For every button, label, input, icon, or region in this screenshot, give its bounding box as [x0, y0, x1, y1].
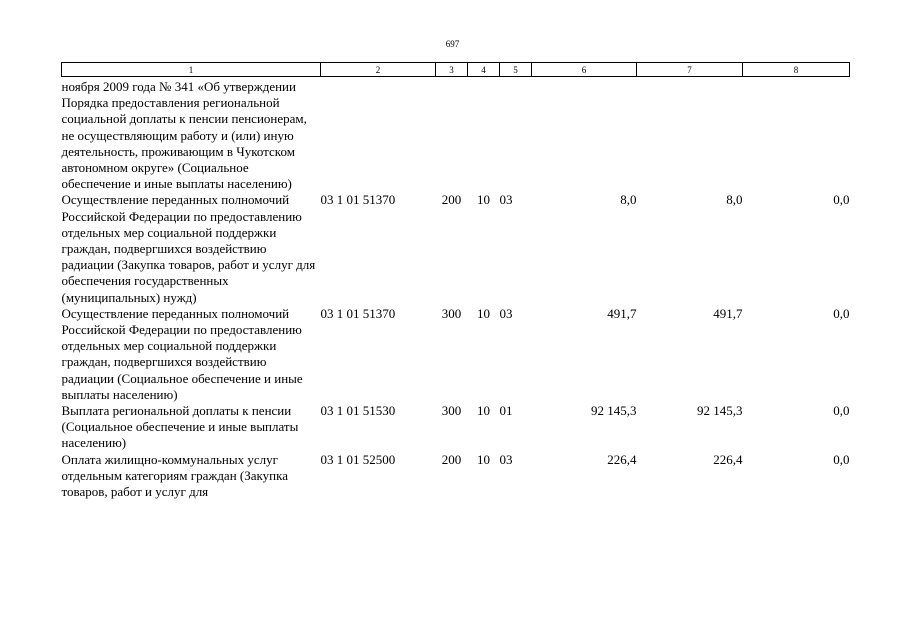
row-col4: 10 [477, 305, 490, 321]
row-col3: 200 [441, 192, 462, 208]
table-row [62, 403, 850, 452]
row-name: Осуществление переданных полномочий Российской Федерации по предоставлению отдельных мер социальной поддержки граждан, подвергшихся воздействию радиации (Закупка товаров, работ и услуг для обеспечения государственных (муниципальных) нужд) [61, 192, 316, 305]
table-row [62, 452, 850, 501]
header-cell-1: 1 [62, 63, 321, 77]
row-col3: 300 [441, 305, 462, 321]
row-col4: 10 [477, 451, 490, 467]
row-value-7: 226,4 [713, 451, 743, 467]
row-value-6: 226,4 [607, 451, 637, 467]
header-cell-5: 5 [500, 63, 532, 77]
header-cell-8: 8 [743, 63, 850, 77]
row-col3 [436, 77, 468, 193]
row-col3: 200 [441, 451, 462, 467]
row-value-6: 491,7 [607, 305, 637, 321]
row-col5 [500, 77, 532, 193]
row-code: 03 1 01 52500 [320, 451, 396, 467]
row-name: Осуществление переданных полномочий Российской Федерации по предоставлению отдельных мер социальной поддержки граждан, подвергшихся воздействию радиации (Социальное обеспечение и иные выплаты населению) [61, 305, 303, 402]
row-code [321, 77, 436, 193]
table-row [62, 77, 850, 193]
row-col5: 01 [499, 403, 513, 419]
row-col4: 10 [477, 403, 490, 419]
row-value-6 [532, 77, 637, 193]
row-name: ноября 2009 года № 341 «Об утверждении Порядка предоставления региональной социальной доплаты к пенсии пенсионерам, не осуществляющим работу и (или) иную деятельность, проживающим в Чукотском автономном округе» (Социальное обеспечение и иные выплаты населению) [61, 79, 307, 192]
row-col5: 03 [499, 192, 513, 208]
table-row [62, 192, 850, 305]
row-value-7 [637, 77, 743, 193]
row-value-8: 0,0 [833, 192, 850, 208]
budget-table [61, 62, 850, 500]
row-code: 03 1 01 51530 [320, 403, 396, 419]
row-code: 03 1 01 51370 [320, 192, 396, 208]
header-cell-2: 2 [321, 63, 436, 77]
page-number: 697 [445, 39, 460, 49]
row-value-8: 0,0 [833, 451, 850, 467]
row-name: Оплата жилищно-коммунальных услуг отдельным категориям граждан (Закупка товаров, работ и услуг для [61, 451, 288, 500]
row-col3: 300 [441, 403, 462, 419]
header-cell-6: 6 [532, 63, 637, 77]
row-value-8: 0,0 [833, 305, 850, 321]
header-row [62, 63, 850, 77]
row-name: Выплата региональной доплаты к пенсии (Социальное обеспечение и иные выплаты населению) [61, 403, 299, 451]
row-col4: 10 [477, 192, 490, 208]
row-value-6: 92 145,3 [591, 403, 637, 419]
row-code: 03 1 01 51370 [320, 305, 396, 321]
row-value-6: 8,0 [620, 192, 637, 208]
row-value-7: 92 145,3 [697, 403, 743, 419]
header-cell-3: 3 [436, 63, 468, 77]
header-cell-7: 7 [637, 63, 743, 77]
header-cell-4: 4 [468, 63, 500, 77]
row-value-7: 491,7 [713, 305, 743, 321]
row-col5: 03 [499, 305, 513, 321]
row-value-8: 0,0 [833, 403, 850, 419]
row-value-8 [743, 77, 850, 193]
row-col5: 03 [499, 451, 513, 467]
row-value-7: 8,0 [726, 192, 743, 208]
row-col4 [468, 77, 500, 193]
table-row [62, 306, 850, 403]
